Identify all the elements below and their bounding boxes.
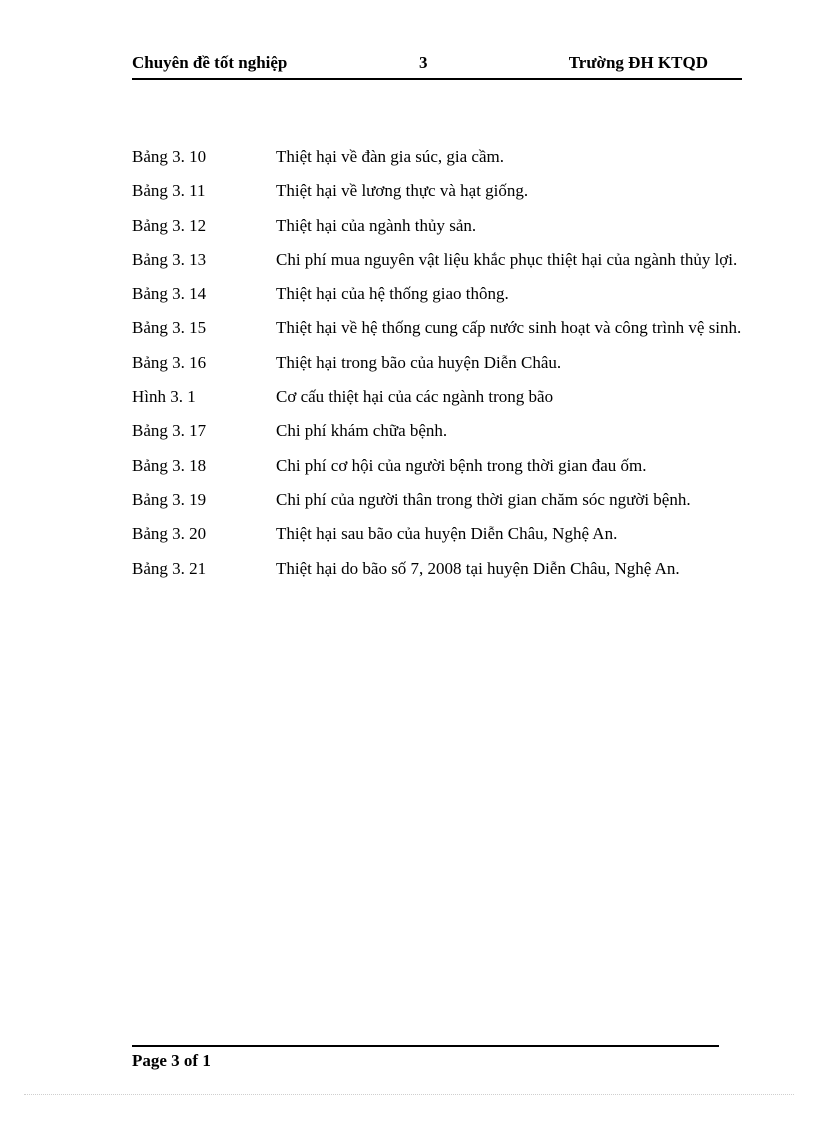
entry-title: Chi phí của người thân trong thời gian chăm sóc người bệnh. (276, 489, 691, 509)
entry-title: Thiệt hại trong bão của huyện Diễn Châu. (276, 352, 562, 372)
entry-label: Bảng 3. 13 (132, 249, 207, 269)
entry-label: Bảng 3. 20 (132, 524, 207, 544)
list-item (132, 243, 752, 277)
entry-title: Thiệt hại do bão số 7, 2008 tại huyện Diễn Châu, Nghệ An. (276, 558, 680, 578)
entry-title: Chi phí khám chữa bệnh. (276, 421, 448, 441)
entry-label: Bảng 3. 21 (132, 558, 207, 578)
entry-label: Bảng 3. 10 (132, 147, 207, 166)
header-university-name: Trường ĐH KTQD (568, 53, 708, 72)
header-document-title: Chuyên đề tốt nghiệp (132, 53, 288, 72)
list-item (132, 552, 752, 586)
entry-title: Cơ cấu thiệt hại của các ngành trong bão (276, 387, 554, 407)
entry-label: Bảng 3. 15 (132, 318, 207, 338)
entry-label: Bảng 3. 18 (132, 455, 207, 475)
list-item (132, 449, 752, 483)
entry-label: Bảng 3. 16 (132, 352, 207, 372)
list-item (132, 414, 752, 448)
entry-title: Chi phí cơ hội của người bệnh trong thời gian đau ốm. (276, 455, 647, 475)
entry-title: Thiệt hại về đàn gia súc, gia cầm. (276, 147, 504, 166)
entry-label: Hình 3. 1 (132, 387, 196, 407)
entry-label: Bảng 3. 12 (132, 215, 207, 235)
list-item (132, 277, 752, 311)
list-item (132, 209, 752, 243)
entry-title: Thiệt hại sau bão của huyện Diễn Châu, Nghệ An. (276, 524, 618, 544)
table-of-figures-list (132, 140, 752, 586)
header-page-number: 3 (419, 53, 428, 72)
entry-title: Thiệt hại về hệ thống cung cấp nước sinh hoạt và công trình vệ sinh. (276, 318, 742, 338)
entry-label: Bảng 3. 11 (132, 181, 206, 201)
page-bottom-divider (24, 1094, 794, 1095)
entry-title: Thiệt hại của ngành thủy sản. (276, 215, 477, 235)
list-item (132, 140, 752, 174)
list-item (132, 380, 752, 414)
list-item (132, 174, 752, 208)
entry-title: Chi phí mua nguyên vật liệu khắc phục thiệt hại của ngành thủy lợi. (276, 249, 738, 269)
list-item (132, 517, 752, 551)
page-footer (132, 1045, 719, 1071)
entry-title: Thiệt hại về lương thực và hạt giống. (276, 181, 529, 201)
list-item (132, 346, 752, 380)
list-item (132, 483, 752, 517)
entry-title: Thiệt hại của hệ thống giao thông. (276, 284, 509, 304)
page-header (132, 52, 742, 80)
entry-label: Bảng 3. 17 (132, 421, 207, 441)
entry-label: Bảng 3. 14 (132, 284, 207, 304)
footer-page-indicator: Page 3 of 1 (132, 1051, 211, 1070)
entry-label: Bảng 3. 19 (132, 489, 207, 509)
list-item (132, 311, 752, 345)
